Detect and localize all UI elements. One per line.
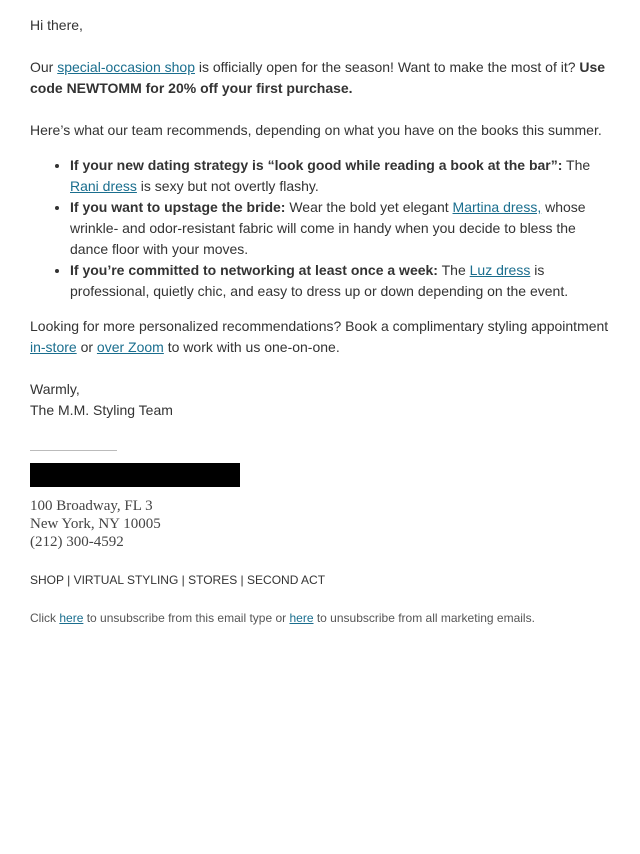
greeting: Hi there, [30,17,83,33]
address-phone: (212) 300-4592 [30,534,124,550]
rec-heading: If your new dating strategy is “look good while reading a book at the bar”: [70,157,563,173]
list-item [70,197,610,260]
footer-separator: | [178,573,189,587]
rec-text: is sexy but not overtly flashy. [136,178,319,194]
styling-appointment-paragraph [30,316,620,358]
recommendations-list [30,155,610,302]
footer-stores-link[interactable]: STORES [188,573,238,587]
rec-heading: If you want to upstage the bride: [70,199,286,215]
promo-code-text: Use code NEWTOMM for 20% off your first purchase. [30,59,606,96]
rec-text: The [562,157,591,173]
rani-dress-link[interactable]: Rani dress [70,178,137,194]
more-prefix: Looking for more personalized recommendations? Book a complimentary styling appointment [30,318,609,334]
signoff [30,379,173,421]
rec-text: Wear the bold yet elegant [285,199,453,215]
signature-divider [30,450,117,451]
unsubscribe-type-link[interactable]: here [59,611,84,625]
intro-middle: is officially open for the season! Want to make the most of it? [194,59,580,75]
redacted-logo-bar [30,463,240,487]
unsub-middle: to unsubscribe from this email type or [83,611,290,625]
rec-heading: If you’re committed to networking at least once a week: [70,262,438,278]
more-or: or [76,339,97,355]
signoff-team: The M.M. Styling Team [30,402,173,418]
footer-separator: | [63,573,74,587]
address-street: 100 Broadway, FL 3 [30,498,153,514]
unsub-suffix: to unsubscribe from all marketing emails. [313,611,535,625]
in-store-link[interactable]: in-store [30,339,77,355]
unsubscribe-all-link[interactable]: here [289,611,314,625]
special-occasion-shop-link[interactable]: special-occasion shop [57,59,195,75]
footer-nav [30,572,325,588]
signoff-closing: Warmly, [30,381,80,397]
footer-second-act-link[interactable]: SECOND ACT [247,573,326,587]
unsubscribe-line [30,610,535,626]
address-city: New York, NY 10005 [30,516,161,532]
more-suffix: to work with us one-on-one. [163,339,340,355]
over-zoom-link[interactable]: over Zoom [96,339,164,355]
intro-prefix: Our [30,59,58,75]
rec-text: is professional, quietly chic, and easy to dress up or down depending on the event. [70,262,569,299]
list-item [70,260,610,302]
footer-separator: | [237,573,248,587]
luz-dress-link[interactable]: Luz dress [469,262,531,278]
unsub-prefix: Click [30,611,60,625]
rec-text: The [437,262,470,278]
intro-paragraph [30,57,612,99]
address-block [30,497,161,551]
rec-text: whose wrinkle- and odor-resistant fabric will come in handy when you decide to bless the dance floor with your moves. [70,199,586,257]
footer-virtual-styling-link[interactable]: VIRTUAL STYLING [73,573,179,587]
footer-shop-link[interactable]: SHOP [30,573,64,587]
list-item [70,155,610,197]
recommendations-lead: Here’s what our team recommends, depending on what you have on the books this summer. [30,122,602,138]
martina-dress-link[interactable]: Martina dress, [452,199,542,215]
